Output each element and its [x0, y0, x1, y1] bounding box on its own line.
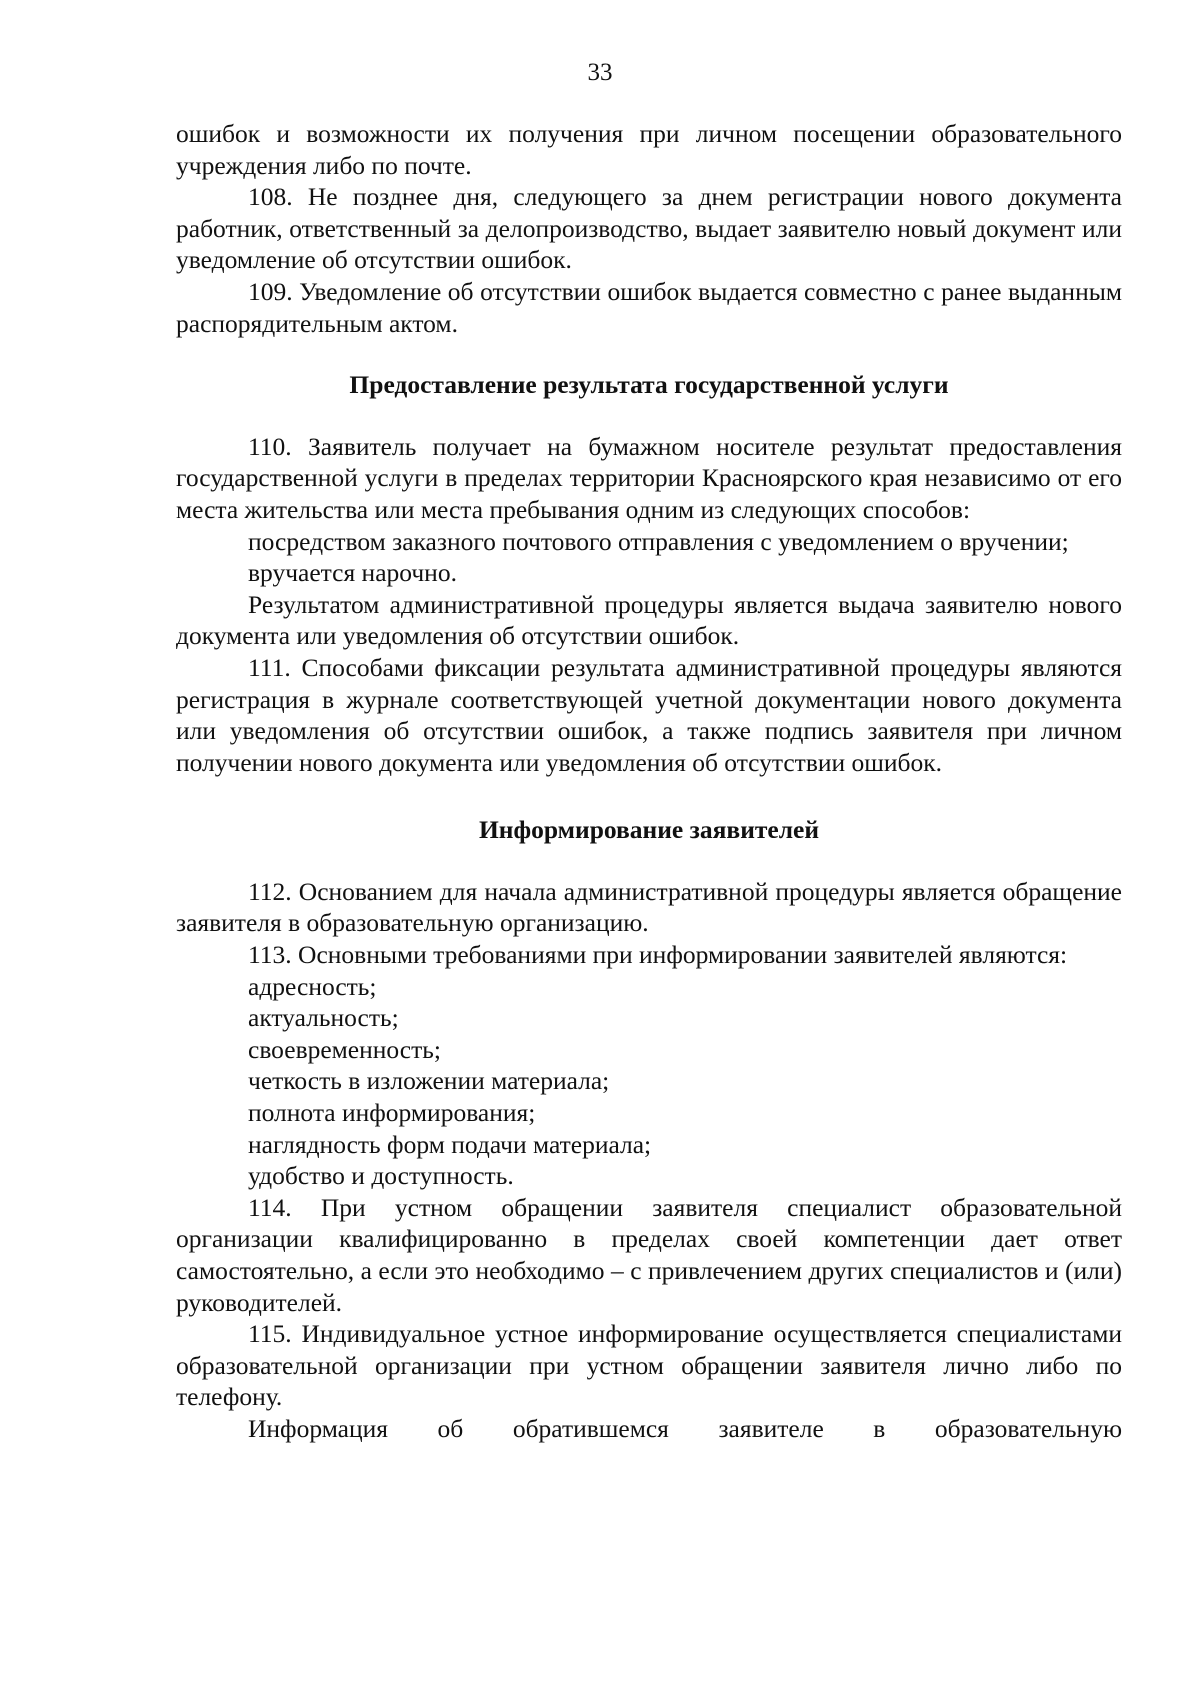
paragraph-continues: Информация об обратившемся заявителе в образовательную: [248, 1413, 1122, 1443]
paragraph-113: 113. Основными требованиями при информировании заявителей являются:: [248, 940, 1068, 970]
paragraph-110: 110. Заявитель получает на бумажном носителе результат предоставления государственной услуги в пределах территории Красноярского края независимо от его места жительства или места пребывания одним из следующих способов:: [176, 431, 1122, 524]
paragraph-112: 112. Основанием для начала административной процедуры является обращение заявителя в образовательную организацию.: [176, 876, 1122, 938]
paragraph-110-result: Результатом административной процедуры является выдача заявителю нового документа или уведомления об отсутствии ошибок.: [176, 589, 1122, 651]
list-item: полнота информирования;: [248, 1098, 536, 1128]
paragraph-111: 111. Способами фиксации результата административной процедуры являются регистрация в журнале соответствующей учетной документации нового документа или уведомления об отсутствии ошибок, а также подпись заявителя при личном получении нового документа или уведомления об отсутствии ошибок.: [176, 652, 1122, 777]
paragraph-114: 114. При устном обращении заявителя специалист образовательной организации квалифицированно в пределах своей компетенции дает ответ самостоятельно, а если это необходимо – с привлечением других специалистов и (или) руководителей.: [176, 1192, 1122, 1317]
document-body: [176, 118, 1122, 1445]
page-number: 33: [587, 59, 613, 86]
paragraph-115: 115. Индивидуальное устное информирование осуществляется специалистами образовательной организации при устном обращении заявителя лично либо по телефону.: [176, 1319, 1122, 1412]
section-heading-informing: Информирование заявителей: [478, 815, 820, 845]
list-item: актуальность;: [248, 1003, 399, 1033]
list-item: четкость в изложении материала;: [248, 1066, 610, 1096]
list-item: наглядность форм подачи материала;: [248, 1129, 652, 1159]
paragraph-110-option-hand: вручается нарочно.: [248, 558, 457, 588]
paragraph-109: 109. Уведомление об отсутствии ошибок выдается совместно с ранее выданным распорядительным актом.: [176, 276, 1122, 338]
list-item: удобство и доступность.: [248, 1161, 514, 1191]
list-item: адресность;: [248, 971, 377, 1001]
paragraph-110-option-mail: посредством заказного почтового отправления с уведомлением о вручении;: [248, 526, 1069, 556]
paragraph-continuation: ошибок и возможности их получения при личном посещении образовательного учреждения либо по почте.: [176, 119, 1122, 180]
paragraph-108: 108. Не позднее дня, следующего за днем регистрации нового документа работник, ответственный за делопроизводство, выдает заявителю новый документ или уведомление об отсутствии ошибок.: [176, 182, 1122, 275]
list-item: своевременность;: [248, 1034, 441, 1064]
section-heading-result: Предоставление результата государственной услуги: [349, 370, 949, 400]
